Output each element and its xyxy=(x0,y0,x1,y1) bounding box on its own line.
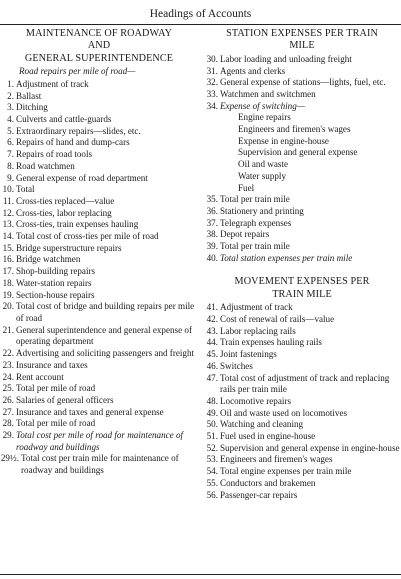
list-item xyxy=(0,91,198,103)
item-text: Total engine expenses per train mile xyxy=(220,466,352,477)
right-column xyxy=(204,28,400,501)
item-number: 4. xyxy=(7,114,14,125)
item-text: Cross-ties replaced—value xyxy=(16,195,115,206)
list-item xyxy=(204,373,400,396)
item-number: 19. xyxy=(2,289,14,300)
list-item xyxy=(0,372,198,384)
list-item xyxy=(0,231,198,243)
section-title-movement: MOVEMENT EXPENSES PER TRAIN MILE xyxy=(234,276,370,300)
item-number: 24. xyxy=(2,371,14,382)
list-item xyxy=(204,419,400,431)
item-number: 42. xyxy=(206,313,218,324)
list-item xyxy=(0,137,198,149)
item-text: Cross-ties, labor replacing xyxy=(16,207,112,218)
sublist-item: Expense in engine-house xyxy=(238,135,329,146)
item-text: Stationery and printing xyxy=(220,205,304,216)
item-number: 39. xyxy=(206,241,218,252)
item-number: 15. xyxy=(2,242,14,253)
item-number: 29. xyxy=(2,430,14,441)
item-number: 1. xyxy=(7,78,14,89)
item-number: 7. xyxy=(7,149,14,160)
station-list xyxy=(204,54,400,101)
item-number: 31. xyxy=(206,65,218,76)
item-text: Telegraph expenses xyxy=(220,217,292,228)
item-text: Repairs of hand and dump-cars xyxy=(16,137,130,148)
item-number: 13. xyxy=(2,219,14,230)
station-list-2 xyxy=(204,194,400,253)
page-header: Headings of Accounts xyxy=(149,8,252,20)
item-number: 33. xyxy=(206,88,218,99)
list-item xyxy=(0,219,198,231)
item-text: Section-house repairs xyxy=(16,289,95,300)
item-number: 34. xyxy=(206,100,218,111)
list-item xyxy=(204,66,400,78)
list-item xyxy=(204,77,400,89)
list-item xyxy=(0,418,198,430)
item-text: Oil and waste used on locomotives xyxy=(220,407,348,418)
spacer xyxy=(204,264,400,276)
item-number: 43. xyxy=(206,325,218,336)
maintenance-list xyxy=(0,79,198,430)
sublist-item: Engineers and firemen's wages xyxy=(238,124,351,135)
list-item xyxy=(204,241,400,253)
item-number: 17. xyxy=(2,266,14,277)
item-number: 16. xyxy=(2,254,14,265)
item-number: 32. xyxy=(206,77,218,88)
item-text: Bridge watchmen xyxy=(16,254,81,265)
item-text: Watchmen and switchmen xyxy=(220,88,316,99)
item-number: 49. xyxy=(206,407,218,418)
item-number: 47. xyxy=(206,372,218,383)
item-text: Conductors and brakemen xyxy=(220,477,316,488)
list-item xyxy=(204,454,400,466)
item-text: Total cost of cross-ties per mile of road xyxy=(16,231,159,242)
list-item xyxy=(0,266,198,278)
item-number: 27. xyxy=(2,406,14,417)
item-text: Rent account xyxy=(16,371,64,382)
item-number: 18. xyxy=(2,277,14,288)
item-text: Adjustment of track xyxy=(16,78,89,89)
list-item xyxy=(0,79,198,91)
item-number: 23. xyxy=(2,359,14,370)
list-item xyxy=(204,349,400,361)
item-number: 14. xyxy=(2,231,14,242)
list-item xyxy=(204,478,400,490)
item-number: 52. xyxy=(206,442,218,453)
sublist-item: Fuel xyxy=(238,182,255,193)
item-number: 56. xyxy=(206,489,218,500)
item-text: Agents and clerks xyxy=(220,65,286,76)
list-item xyxy=(204,466,400,478)
list-item xyxy=(204,337,400,349)
item-text: General expense of stations—lights, fuel, etc. xyxy=(220,77,386,88)
item-text: Supervision and general expense in engine-house xyxy=(220,442,400,453)
list-item xyxy=(0,254,198,266)
item-text: Total per train mile xyxy=(220,241,290,252)
item-text: Joint fastenings xyxy=(220,349,277,360)
item-number: 12. xyxy=(2,207,14,218)
item-text: Insurance and taxes and general expense xyxy=(16,406,164,417)
list-item xyxy=(0,278,198,290)
list-item xyxy=(0,173,198,185)
item-text: Locomotive repairs xyxy=(220,395,291,406)
list-item xyxy=(0,126,198,138)
item-number: 44. xyxy=(206,337,218,348)
list-item xyxy=(0,208,198,220)
item-number: 40. xyxy=(206,252,218,263)
item-text: Water-station repairs xyxy=(16,277,92,288)
item-number: 53. xyxy=(206,454,218,465)
item-number: 45. xyxy=(206,349,218,360)
item-text: Insurance and taxes xyxy=(16,359,88,370)
item-number: 41. xyxy=(206,302,218,313)
item-text: Fuel used in engine-house xyxy=(220,431,316,442)
item-text: Adjustment of track xyxy=(220,302,293,313)
item-number: 28. xyxy=(2,418,14,429)
item-text: Total cost of bridge and building repairs per mile of road xyxy=(16,301,195,323)
item-number: 22. xyxy=(2,348,14,359)
item-number: 2. xyxy=(7,90,14,101)
list-item xyxy=(204,206,400,218)
subheading-road-repairs: Road repairs per mile of road— xyxy=(19,66,136,77)
item-number: 9. xyxy=(7,172,14,183)
list-item xyxy=(0,348,198,360)
list-item xyxy=(204,302,400,314)
item-text: Total xyxy=(16,184,35,195)
sublist-item: Engine repairs xyxy=(238,112,291,123)
list-item xyxy=(0,453,198,476)
footer-rule xyxy=(0,574,401,575)
item-number: 29½. xyxy=(0,453,19,464)
list-item xyxy=(204,54,400,66)
item-number: 11. xyxy=(2,195,14,206)
section-title-station: STATION EXPENSES PER TRAIN MILE xyxy=(226,28,378,52)
item-text: Advertising and soliciting passengers and freight xyxy=(16,348,195,359)
list-item xyxy=(0,395,198,407)
list-item xyxy=(204,408,400,420)
item-text: Labor replacing rails xyxy=(220,325,296,336)
item-number: 37. xyxy=(206,217,218,228)
item-text: Total cost per train mile for maintenance of roadway and buildings xyxy=(21,453,179,476)
item-text: Train expenses hauling rails xyxy=(220,337,322,348)
item-number: 10. xyxy=(2,184,14,195)
item-text: General superintendence and general expense of operating department xyxy=(16,324,192,347)
item-number: 21. xyxy=(2,324,14,335)
list-item xyxy=(0,407,198,419)
item-number: 26. xyxy=(2,394,14,405)
item-text: Labor loading and unloading freight xyxy=(220,53,352,64)
item-number: 20. xyxy=(2,301,14,312)
item-text: Total per mile of road xyxy=(16,418,96,429)
item-text: General expense of road department xyxy=(16,172,148,183)
item-number: 30. xyxy=(206,53,218,64)
item-text: Total cost per mile of road for maintenance of roadway and buildings xyxy=(16,430,184,452)
item-text: Switches xyxy=(220,360,253,371)
list-item xyxy=(204,89,400,101)
item-number: 54. xyxy=(206,466,218,477)
item-text: Depot repairs xyxy=(220,229,270,240)
switching-sublist xyxy=(204,112,400,194)
list-item xyxy=(0,383,198,395)
item-text: Cross-ties, train expenses hauling xyxy=(16,219,139,230)
list-item xyxy=(0,102,198,114)
item-number: 51. xyxy=(206,431,218,442)
list-item xyxy=(0,161,198,173)
list-item xyxy=(204,229,400,241)
item-text: Total station expenses per train mile xyxy=(220,252,353,263)
list-item xyxy=(204,314,400,326)
item-text: Repairs of road tools xyxy=(16,149,93,160)
item-number: 50. xyxy=(206,419,218,430)
item-number: 55. xyxy=(206,477,218,488)
list-item xyxy=(0,114,198,126)
item-number: 8. xyxy=(7,160,14,171)
sublist-item: Oil and waste xyxy=(238,159,289,170)
item-text: Passenger-car repairs xyxy=(220,489,298,500)
list-item xyxy=(0,325,198,348)
item-number: 3. xyxy=(7,102,14,113)
item-text: Bridge superstructure repairs xyxy=(16,242,122,253)
item-number: 35. xyxy=(206,194,218,205)
sublist-item: Water supply xyxy=(238,170,287,181)
list-item xyxy=(204,490,400,502)
list-item xyxy=(204,253,400,265)
item-number: 6. xyxy=(7,137,14,148)
item-text: Cost of renewal of rails—value xyxy=(220,313,335,324)
sublist-item: Supervision and general expense xyxy=(238,147,358,158)
item-text: Extraordinary repairs—slides, etc. xyxy=(16,125,141,136)
item-text: Total per mile of road xyxy=(16,383,96,394)
list-item xyxy=(204,101,400,113)
list-item xyxy=(0,184,198,196)
item-number: 25. xyxy=(2,383,14,394)
item-number: 48. xyxy=(206,395,218,406)
item-text: Total per train mile xyxy=(220,194,290,205)
item-text: Total cost of adjustment of track and replacing rails per train mile xyxy=(220,372,390,395)
item-text: Ditching xyxy=(16,102,48,113)
item-text: Culverts and cattle-guards xyxy=(16,114,112,125)
list-item xyxy=(204,194,400,206)
list-item xyxy=(204,361,400,373)
list-item xyxy=(0,290,198,302)
item-number: 5. xyxy=(7,125,14,136)
item-text: Shop-building repairs xyxy=(16,266,96,277)
item-number: 36. xyxy=(206,205,218,216)
section-title-maintenance: MAINTENANCE OF ROADWAY AND GENERAL SUPERINTENDENCE xyxy=(24,28,174,64)
item-text: Engineers and firemen's wages xyxy=(220,454,333,465)
list-item xyxy=(0,243,198,255)
list-item xyxy=(0,430,198,453)
item-number: 38. xyxy=(206,229,218,240)
list-item xyxy=(0,360,198,372)
list-item xyxy=(204,396,400,408)
list-item xyxy=(0,301,198,324)
item-text: Watching and cleaning xyxy=(220,419,304,430)
item-number: 46. xyxy=(206,360,218,371)
header-rule xyxy=(0,24,401,25)
item-text: Salaries of general officers xyxy=(16,394,114,405)
list-item xyxy=(204,443,400,455)
item-text: Road watchmen xyxy=(16,160,75,171)
list-item xyxy=(0,196,198,208)
list-item xyxy=(204,326,400,338)
item-text: Expense of switching— xyxy=(220,100,305,111)
list-item xyxy=(204,431,400,443)
left-column xyxy=(0,28,198,477)
movement-list xyxy=(204,302,400,501)
list-item xyxy=(204,218,400,230)
item-text: Ballast xyxy=(16,90,42,101)
list-item xyxy=(0,149,198,161)
